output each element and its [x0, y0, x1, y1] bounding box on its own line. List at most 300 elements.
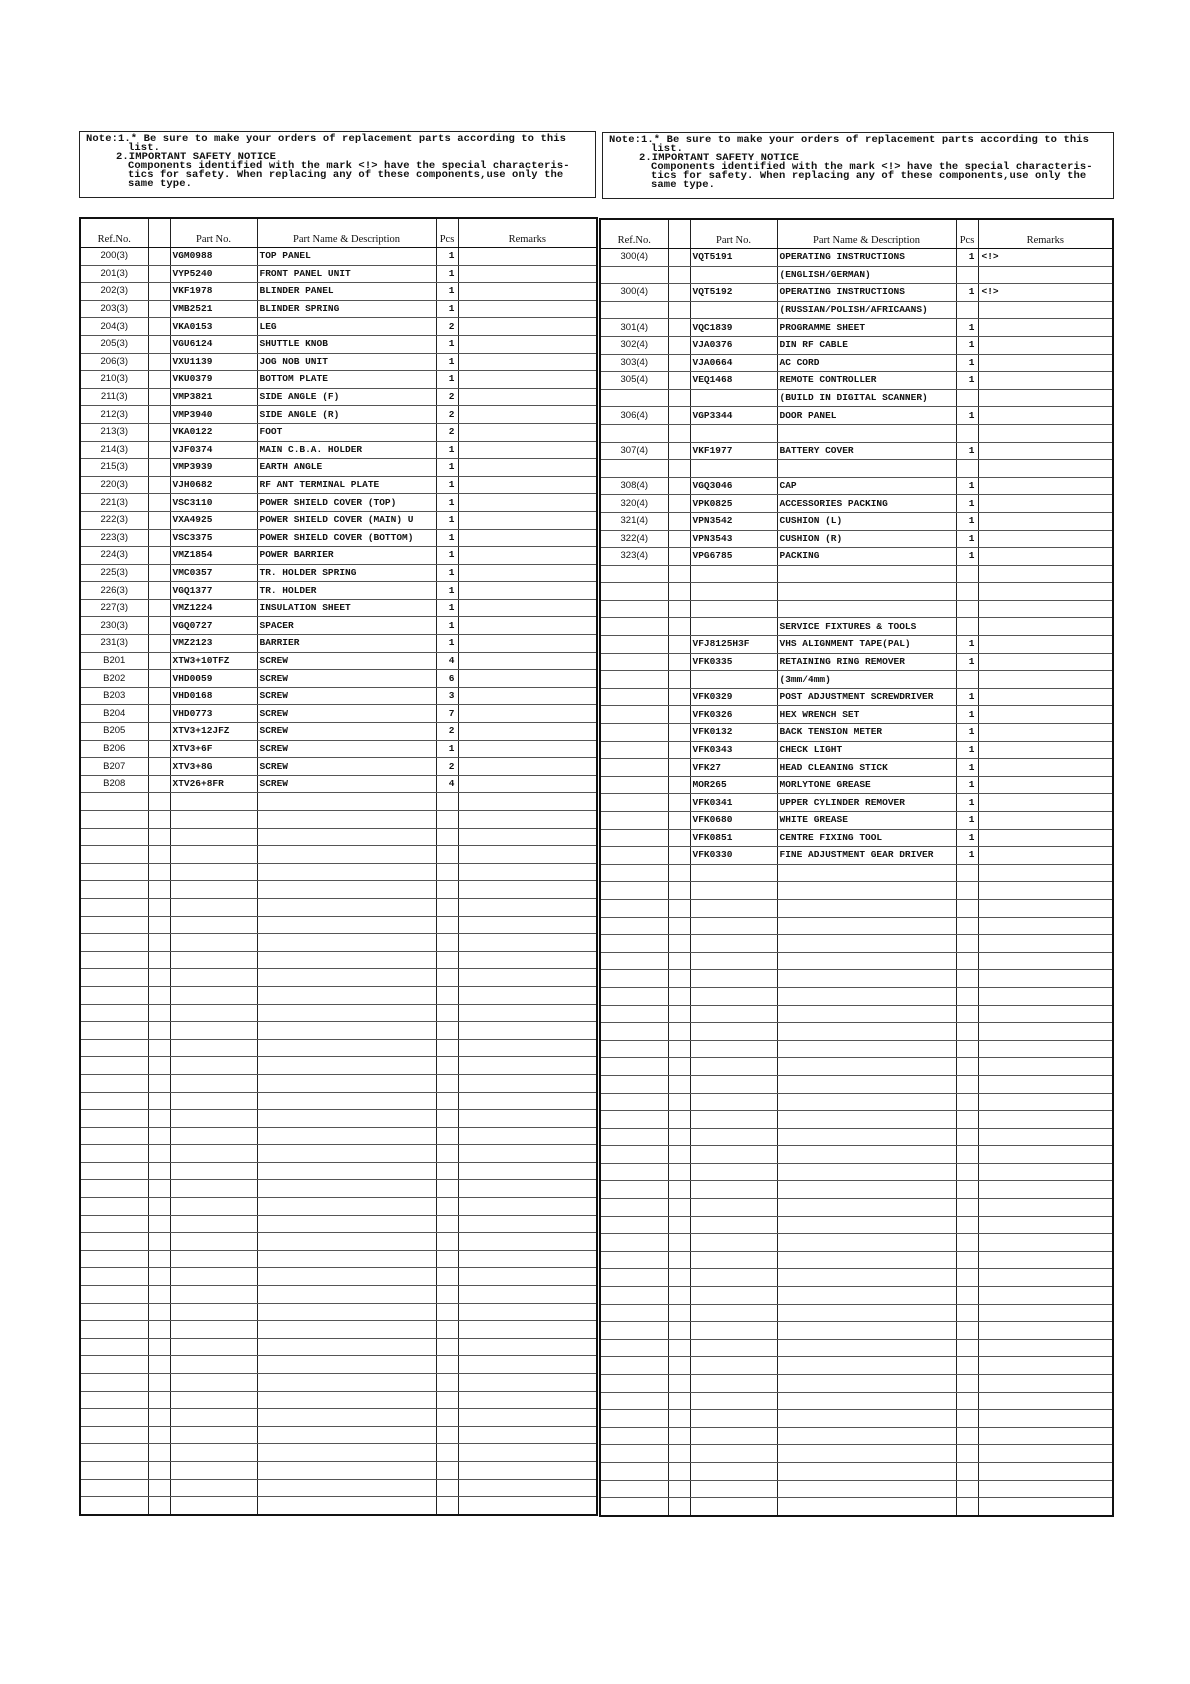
cell-description: SCREW: [257, 723, 436, 741]
cell-part-no: [170, 1461, 257, 1479]
table-row: [600, 653, 1113, 671]
cell-part-no: VKA0122: [170, 423, 257, 441]
cell-blank: [148, 459, 170, 477]
cell-pcs: 1: [436, 335, 458, 353]
cell-blank: [148, 248, 170, 266]
table-row: [80, 986, 597, 1004]
table-row: [80, 1250, 597, 1268]
header-remarks: Remarks: [978, 219, 1113, 249]
table-row: [600, 917, 1113, 935]
cell-remarks: [458, 353, 597, 371]
cell-description: [777, 1058, 956, 1076]
cell-blank: [148, 635, 170, 653]
cell-ref-no: [600, 1498, 668, 1516]
cell-part-no: [170, 1497, 257, 1515]
cell-blank: [148, 441, 170, 459]
header-ref-no: Ref.No.: [600, 219, 668, 249]
cell-description: FOOT: [257, 423, 436, 441]
cell-pcs: [956, 1251, 978, 1269]
table-row: [80, 1198, 597, 1216]
cell-part-no: VMZ1854: [170, 547, 257, 565]
cell-part-no: [690, 1199, 777, 1217]
cell-remarks: [978, 1146, 1113, 1164]
cell-remarks: [978, 1040, 1113, 1058]
note-line: list.: [128, 142, 161, 154]
cell-description: BLINDER PANEL: [257, 283, 436, 301]
cell-description: [777, 1462, 956, 1480]
cell-blank: [668, 1498, 690, 1516]
cell-part-no: VFJ8125H3F: [690, 636, 777, 654]
cell-pcs: [436, 811, 458, 829]
table-header-row: [600, 219, 1113, 249]
cell-pcs: [436, 1110, 458, 1128]
cell-blank: [668, 776, 690, 794]
cell-ref-no: 212(3): [80, 406, 148, 424]
cell-ref-no: [80, 986, 148, 1004]
cell-part-no: [690, 1181, 777, 1199]
cell-pcs: [956, 583, 978, 601]
cell-blank: [148, 423, 170, 441]
cell-ref-no: 201(3): [80, 265, 148, 283]
cell-remarks: [458, 1215, 597, 1233]
cell-blank: [148, 617, 170, 635]
cell-pcs: [956, 389, 978, 407]
cell-remarks: [458, 547, 597, 565]
cell-pcs: 1: [436, 582, 458, 600]
cell-ref-no: 211(3): [80, 388, 148, 406]
table-row: [80, 969, 597, 987]
cell-remarks: [978, 653, 1113, 671]
cell-part-no: [690, 583, 777, 601]
cell-pcs: [436, 1198, 458, 1216]
cell-description: [257, 1444, 436, 1462]
cell-blank: [148, 388, 170, 406]
table-row: [600, 1128, 1113, 1146]
table-row: [600, 389, 1113, 407]
cell-pcs: 1: [956, 776, 978, 794]
table-row: [80, 441, 597, 459]
cell-ref-no: 230(3): [80, 617, 148, 635]
cell-description: [257, 846, 436, 864]
cell-pcs: 2: [436, 423, 458, 441]
cell-ref-no: [80, 1039, 148, 1057]
cell-description: POWER SHIELD COVER (MAIN) U: [257, 511, 436, 529]
cell-remarks: [458, 1409, 597, 1427]
cell-remarks: [458, 775, 597, 793]
cell-pcs: [436, 863, 458, 881]
table-row: [80, 564, 597, 582]
header-description: Part Name & Description: [777, 219, 956, 249]
cell-part-no: [690, 882, 777, 900]
cell-remarks: [978, 407, 1113, 425]
cell-description: [777, 1128, 956, 1146]
cell-blank: [668, 917, 690, 935]
cell-pcs: 1: [956, 548, 978, 566]
cell-remarks: [978, 1480, 1113, 1498]
cell-pcs: [436, 1162, 458, 1180]
cell-ref-no: [600, 1339, 668, 1357]
cell-blank: [148, 934, 170, 952]
cell-part-no: [170, 1039, 257, 1057]
cell-blank: [148, 265, 170, 283]
cell-pcs: 4: [436, 775, 458, 793]
cell-remarks: [978, 460, 1113, 478]
cell-part-no: VKF1977: [690, 442, 777, 460]
cell-part-no: [690, 864, 777, 882]
table-row: [80, 705, 597, 723]
cell-blank: [148, 775, 170, 793]
cell-ref-no: [80, 1057, 148, 1075]
table-row: [80, 300, 597, 318]
cell-part-no: VQC1839: [690, 319, 777, 337]
cell-description: [257, 1303, 436, 1321]
cell-blank: [668, 1234, 690, 1252]
cell-remarks: [458, 1356, 597, 1374]
cell-description: PACKING: [777, 548, 956, 566]
cell-pcs: [956, 1375, 978, 1393]
table-row: [80, 793, 597, 811]
cell-remarks: [458, 564, 597, 582]
table-row: [600, 336, 1113, 354]
cell-part-no: [170, 934, 257, 952]
cell-pcs: [436, 1268, 458, 1286]
table-row: [600, 512, 1113, 530]
cell-remarks: [458, 406, 597, 424]
cell-blank: [148, 283, 170, 301]
cell-pcs: [956, 1146, 978, 1164]
cell-description: BLINDER SPRING: [257, 300, 436, 318]
cell-ref-no: [600, 1392, 668, 1410]
cell-remarks: [978, 565, 1113, 583]
cell-remarks: [458, 617, 597, 635]
cell-description: OPERATING INSTRUCTIONS: [777, 284, 956, 302]
cell-description: [257, 1286, 436, 1304]
cell-pcs: 1: [956, 284, 978, 302]
cell-blank: [668, 1058, 690, 1076]
cell-blank: [668, 1375, 690, 1393]
cell-description: OPERATING INSTRUCTIONS: [777, 249, 956, 267]
cell-part-no: [690, 600, 777, 618]
cell-pcs: [956, 618, 978, 636]
cell-remarks: [458, 969, 597, 987]
cell-ref-no: [80, 1321, 148, 1339]
cell-ref-no: [600, 1480, 668, 1498]
cell-blank: [668, 460, 690, 478]
cell-ref-no: [600, 935, 668, 953]
cell-blank: [668, 530, 690, 548]
cell-pcs: [436, 1356, 458, 1374]
table-row: [80, 1461, 597, 1479]
table-row: [600, 266, 1113, 284]
cell-part-no: [170, 1198, 257, 1216]
cell-description: [777, 987, 956, 1005]
cell-part-no: VFK0326: [690, 706, 777, 724]
cell-ref-no: 300(4): [600, 249, 668, 267]
cell-pcs: [956, 1216, 978, 1234]
table-row: [80, 811, 597, 829]
cell-description: [777, 917, 956, 935]
safety-note-left: [79, 131, 596, 198]
cell-remarks: [978, 776, 1113, 794]
cell-description: SCREW: [257, 740, 436, 758]
table-row: [600, 407, 1113, 425]
cell-part-no: VMB2521: [170, 300, 257, 318]
cell-description: [777, 1480, 956, 1498]
cell-blank: [668, 706, 690, 724]
cell-pcs: 1: [436, 441, 458, 459]
cell-part-no: [690, 899, 777, 917]
cell-ref-no: 322(4): [600, 530, 668, 548]
cell-blank: [668, 812, 690, 830]
cell-blank: [148, 1250, 170, 1268]
cell-remarks: [978, 987, 1113, 1005]
cell-description: [777, 1111, 956, 1129]
cell-description: [257, 1180, 436, 1198]
cell-description: BOTTOM PLATE: [257, 371, 436, 389]
cell-part-no: VGP3344: [690, 407, 777, 425]
cell-pcs: [436, 1092, 458, 1110]
cell-part-no: [170, 1479, 257, 1497]
cell-remarks: [978, 1392, 1113, 1410]
table-row: [600, 530, 1113, 548]
cell-description: [257, 1092, 436, 1110]
safety-note-right: [602, 132, 1114, 199]
parts-table-body: [600, 249, 1113, 1516]
cell-ref-no: [600, 882, 668, 900]
cell-remarks: [458, 1233, 597, 1251]
cell-pcs: [436, 1409, 458, 1427]
table-row: [80, 758, 597, 776]
cell-remarks: [458, 1374, 597, 1392]
cell-remarks: [458, 916, 597, 934]
cell-blank: [148, 687, 170, 705]
cell-pcs: 1: [956, 354, 978, 372]
cell-part-no: [690, 460, 777, 478]
cell-part-no: VSC3375: [170, 529, 257, 547]
note-line: 2.IMPORTANT SAFETY NOTICE: [639, 152, 800, 164]
cell-blank: [668, 1392, 690, 1410]
cell-description: [257, 1268, 436, 1286]
cell-description: [777, 1410, 956, 1428]
cell-ref-no: [80, 1092, 148, 1110]
cell-remarks: [978, 1005, 1113, 1023]
cell-ref-no: [80, 1479, 148, 1497]
table-row: [600, 741, 1113, 759]
cell-blank: [148, 652, 170, 670]
table-row: [600, 1445, 1113, 1463]
note-line: Note:1.* Be sure to make your orders of replacement parts according to this: [609, 134, 1090, 146]
cell-pcs: [956, 1005, 978, 1023]
table-row: [80, 1409, 597, 1427]
cell-blank: [148, 1286, 170, 1304]
cell-blank: [668, 442, 690, 460]
cell-blank: [148, 969, 170, 987]
cell-pcs: [956, 1040, 978, 1058]
cell-pcs: [956, 1498, 978, 1516]
cell-blank: [668, 935, 690, 953]
cell-ref-no: [600, 460, 668, 478]
cell-blank: [148, 1074, 170, 1092]
cell-ref-no: 227(3): [80, 599, 148, 617]
table-row: [80, 423, 597, 441]
table-row: [80, 1356, 597, 1374]
cell-remarks: [978, 1339, 1113, 1357]
cell-ref-no: [80, 969, 148, 987]
cell-part-no: [170, 1145, 257, 1163]
cell-part-no: [170, 898, 257, 916]
cell-part-no: VGU6124: [170, 335, 257, 353]
header-part-no: Part No.: [170, 218, 257, 248]
cell-remarks: [458, 459, 597, 477]
cell-part-no: [690, 1410, 777, 1428]
cell-remarks: [978, 1251, 1113, 1269]
table-row: [600, 284, 1113, 302]
cell-remarks: [458, 599, 597, 617]
cell-description: HEX WRENCH SET: [777, 706, 956, 724]
cell-part-no: VMP3939: [170, 459, 257, 477]
cell-part-no: [170, 1426, 257, 1444]
table-row: [80, 1338, 597, 1356]
cell-description: [257, 969, 436, 987]
cell-remarks: [978, 1304, 1113, 1322]
note-line: tics for safety. When replacing any of these components,use only the: [651, 170, 1087, 182]
cell-blank: [148, 406, 170, 424]
cell-pcs: [956, 1234, 978, 1252]
cell-ref-no: [600, 1111, 668, 1129]
cell-pcs: [436, 969, 458, 987]
cell-blank: [668, 794, 690, 812]
cell-part-no: [170, 1321, 257, 1339]
cell-part-no: VYP5240: [170, 265, 257, 283]
cell-pcs: 1: [436, 283, 458, 301]
cell-pcs: 1: [956, 653, 978, 671]
cell-pcs: [956, 1199, 978, 1217]
cell-ref-no: [80, 1338, 148, 1356]
cell-description: [257, 811, 436, 829]
cell-ref-no: [80, 1162, 148, 1180]
cell-pcs: 1: [956, 372, 978, 390]
cell-pcs: 1: [436, 248, 458, 266]
cell-part-no: [690, 1445, 777, 1463]
cell-ref-no: [600, 1269, 668, 1287]
cell-part-no: [690, 1322, 777, 1340]
cell-ref-no: B208: [80, 775, 148, 793]
cell-ref-no: [80, 1409, 148, 1427]
cell-ref-no: 213(3): [80, 423, 148, 441]
cell-description: [777, 1322, 956, 1340]
cell-pcs: [436, 1127, 458, 1145]
table-row: [80, 1180, 597, 1198]
cell-ref-no: [80, 1374, 148, 1392]
table-row: [600, 548, 1113, 566]
header-pcs: Pcs: [436, 218, 458, 248]
cell-remarks: [978, 1075, 1113, 1093]
cell-ref-no: [80, 1110, 148, 1128]
cell-part-no: XTV26+8FR: [170, 775, 257, 793]
cell-description: [257, 1461, 436, 1479]
cell-description: SCREW: [257, 670, 436, 688]
cell-remarks: [978, 829, 1113, 847]
cell-pcs: 1: [436, 547, 458, 565]
note-line: tics for safety. When replacing any of these components,use only the: [128, 169, 564, 181]
table-row: [600, 776, 1113, 794]
cell-ref-no: [80, 1250, 148, 1268]
cell-ref-no: [600, 1287, 668, 1305]
cell-remarks: [978, 1287, 1113, 1305]
cell-remarks: [978, 1462, 1113, 1480]
cell-remarks: [978, 671, 1113, 689]
cell-part-no: [690, 1093, 777, 1111]
cell-description: SCREW: [257, 775, 436, 793]
table-row: [600, 618, 1113, 636]
cell-pcs: [436, 1180, 458, 1198]
cell-pcs: [436, 1039, 458, 1057]
cell-ref-no: 306(4): [600, 407, 668, 425]
cell-description: [257, 1039, 436, 1057]
cell-part-no: VXU1139: [170, 353, 257, 371]
cell-description: TR. HOLDER: [257, 582, 436, 600]
cell-blank: [668, 1445, 690, 1463]
cell-blank: [148, 511, 170, 529]
cell-ref-no: [80, 1004, 148, 1022]
cell-ref-no: [600, 671, 668, 689]
table-row: [600, 1375, 1113, 1393]
table-row: [600, 1111, 1113, 1129]
table-row: [600, 1093, 1113, 1111]
table-row: [600, 1287, 1113, 1305]
cell-description: (RUSSIAN/POLISH/AFRICAANS): [777, 301, 956, 319]
cell-remarks: [978, 266, 1113, 284]
cell-remarks: [458, 1004, 597, 1022]
cell-pcs: [436, 881, 458, 899]
cell-part-no: [170, 1074, 257, 1092]
cell-pcs: 2: [436, 758, 458, 776]
cell-part-no: VQT5192: [690, 284, 777, 302]
table-row: [600, 354, 1113, 372]
cell-blank: [668, 987, 690, 1005]
cell-pcs: [436, 1497, 458, 1515]
table-row: [80, 494, 597, 512]
cell-pcs: [436, 793, 458, 811]
cell-blank: [668, 653, 690, 671]
cell-pcs: [956, 1462, 978, 1480]
cell-ref-no: [80, 1444, 148, 1462]
cell-blank: [148, 1321, 170, 1339]
cell-remarks: [978, 1181, 1113, 1199]
cell-blank: [148, 1057, 170, 1075]
cell-ref-no: 221(3): [80, 494, 148, 512]
cell-remarks: [978, 1163, 1113, 1181]
cell-remarks: [978, 794, 1113, 812]
cell-pcs: [956, 1427, 978, 1445]
cell-description: [777, 1075, 956, 1093]
cell-part-no: VQT5191: [690, 249, 777, 267]
cell-remarks: [458, 1426, 597, 1444]
table-row: [80, 1057, 597, 1075]
cell-pcs: 1: [436, 353, 458, 371]
cell-blank: [668, 319, 690, 337]
cell-remarks: [458, 1127, 597, 1145]
cell-ref-no: 200(3): [80, 248, 148, 266]
cell-description: [777, 899, 956, 917]
cell-blank: [668, 372, 690, 390]
cell-description: SCREW: [257, 687, 436, 705]
cell-part-no: [170, 951, 257, 969]
table-row: [80, 353, 597, 371]
cell-part-no: VHD0168: [170, 687, 257, 705]
cell-remarks: <!>: [978, 249, 1113, 267]
cell-blank: [148, 793, 170, 811]
